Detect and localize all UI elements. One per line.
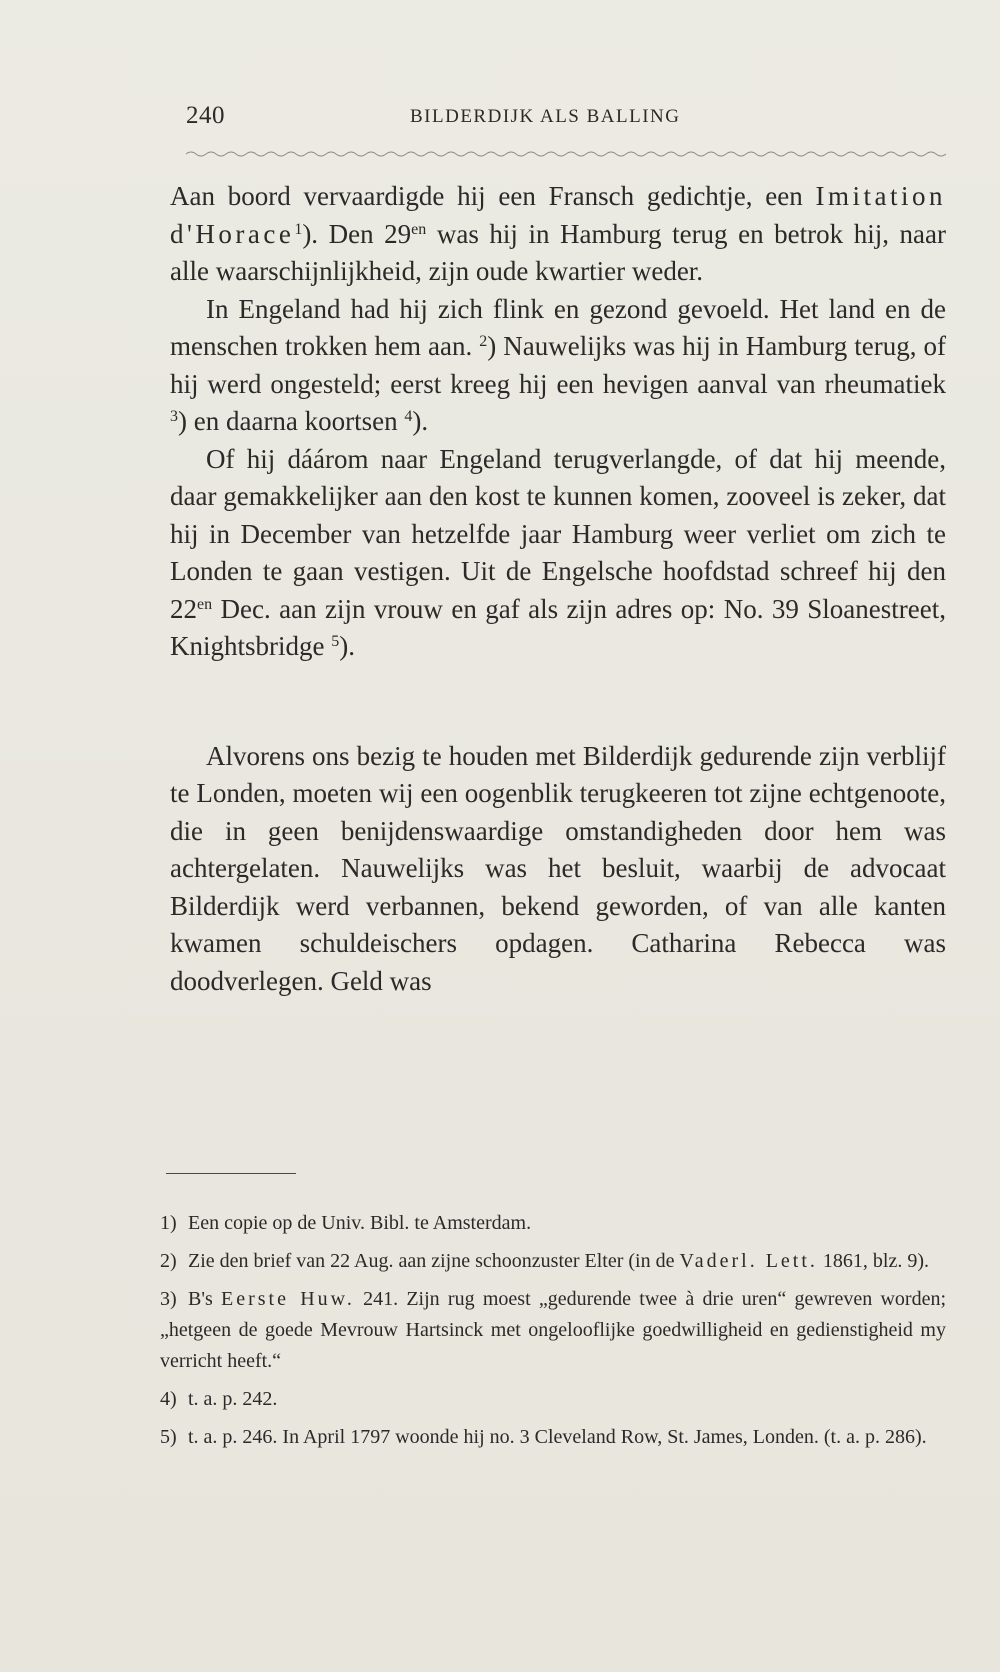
footnote-text: B's [188, 1288, 221, 1310]
paragraph-4 [170, 738, 946, 1001]
footnote-3 [160, 1284, 946, 1377]
emphasized-title: Eerste Huw. [221, 1288, 355, 1310]
footnote-number: 2) [160, 1250, 177, 1272]
footnote-separator [166, 1173, 296, 1174]
text-run: ). [412, 406, 429, 436]
running-title: BILDERDIJK ALS BALLING [410, 106, 681, 127]
footnote-text: Een copie op de Univ. Bibl. te Amsterdam. [188, 1212, 532, 1234]
text-run: Of hij dáárom naar Engeland terugverlangde, of dat hij meende, daar gemakkelijker aan den kost te kunnen komen, zooveel is zeker, dat hij in December van hetzelfde jaar Hamburg weer verliet om zich te Londen te gaan vestigen. Uit de Engelsche hoofdstad schreef hij den 22 [170, 443, 946, 624]
emphasized-title: Imitation d'Horace [170, 181, 946, 249]
footnote-ref-3: 3 [170, 408, 178, 425]
text-run: Dec. aan zijn vrouw en gaf als zijn adres op: No. 39 Sloanestreet, Knightsbridge [170, 593, 946, 661]
emphasized-title: Vaderl. Lett. [679, 1250, 818, 1272]
footnote-5 [160, 1422, 946, 1453]
footnote-number: 1) [160, 1212, 177, 1234]
paragraph-1 [170, 178, 946, 291]
footnote-text: 241. Zijn rug moest „gedurende twee à drie uren“ gewreven worden; „hetgeen de goede Mevrouw Hartsinck met ongelooflijke goedwilligheid en gedienstigheid my verricht heeft.“ [160, 1288, 947, 1372]
footnote-text: t. a. p. 246. In April 1797 woonde hij no. 3 Cleveland Row, St. James, Londen. (t. a. p. 286). [188, 1426, 927, 1448]
text-run: ). Den 29 [302, 218, 412, 249]
footnote-number: 4) [160, 1388, 177, 1410]
page-number: 240 [186, 102, 225, 129]
footnote-2 [160, 1246, 946, 1277]
text-run: In Engeland had hij zich flink en gezond gevoeld. Het land en de menschen trokken hem aan. [170, 293, 946, 361]
text-run: ) en daarna koortsen [178, 406, 405, 436]
footnote-number: 3) [160, 1288, 177, 1310]
text-run: Aan boord vervaardigde hij een Fransch gedichtje, een [170, 181, 803, 211]
ordinal-suffix: en [411, 220, 427, 238]
footnote-ref-5: 5 [331, 633, 340, 650]
text-run: ) Nauwelijks was hij in Hamburg terug, of hij werd ongesteld; eerst kreeg hij een hevigen aanval van rheumatiek [170, 331, 947, 399]
footnote-ref-4: 4 [404, 408, 413, 425]
footnotes [160, 1208, 946, 1460]
paragraph-3 [170, 441, 946, 666]
text-run: was hij in Hamburg terug en betrok hij, naar alle waarschijnlijkheid, zijn oude kwartier weder. [170, 218, 946, 286]
footnote-ref-1: 1 [294, 220, 303, 238]
section-break [170, 666, 946, 738]
paragraph-2 [170, 291, 946, 441]
ordinal-suffix: en [197, 595, 213, 613]
footnote-4 [160, 1384, 946, 1415]
text-run: Alvorens ons bezig te houden met Bilderdijk gedurende zijn verblijf te Londen, moeten wij een oogenblik terugkeeren tot zijne echtgenoote, die in geen benijdenswaardige omstandigheden door hem was achtergelaten. Nauwelijks was het besluit, waarbij de advocaat Bilderdijk werd verbannen, bekend geworden, of van alle kanten kwamen schuldeischers opdagen. Catharina Rebecca was doodverlegen. Geld was [170, 740, 946, 996]
footnote-text: Zie den brief van 22 Aug. aan zijne schoonzuster Elter (in de [188, 1250, 680, 1272]
header-wavy-rule [186, 148, 946, 160]
page-header [186, 102, 946, 138]
footnote-ref-2: 2 [479, 333, 488, 350]
footnote-1 [160, 1208, 946, 1239]
footnote-text: t. a. p. 242. [188, 1388, 278, 1410]
footnote-text: 1861, blz. 9). [817, 1250, 929, 1272]
footnote-number: 5) [160, 1426, 177, 1448]
text-run: ). [339, 631, 355, 661]
main-text [170, 178, 946, 1000]
